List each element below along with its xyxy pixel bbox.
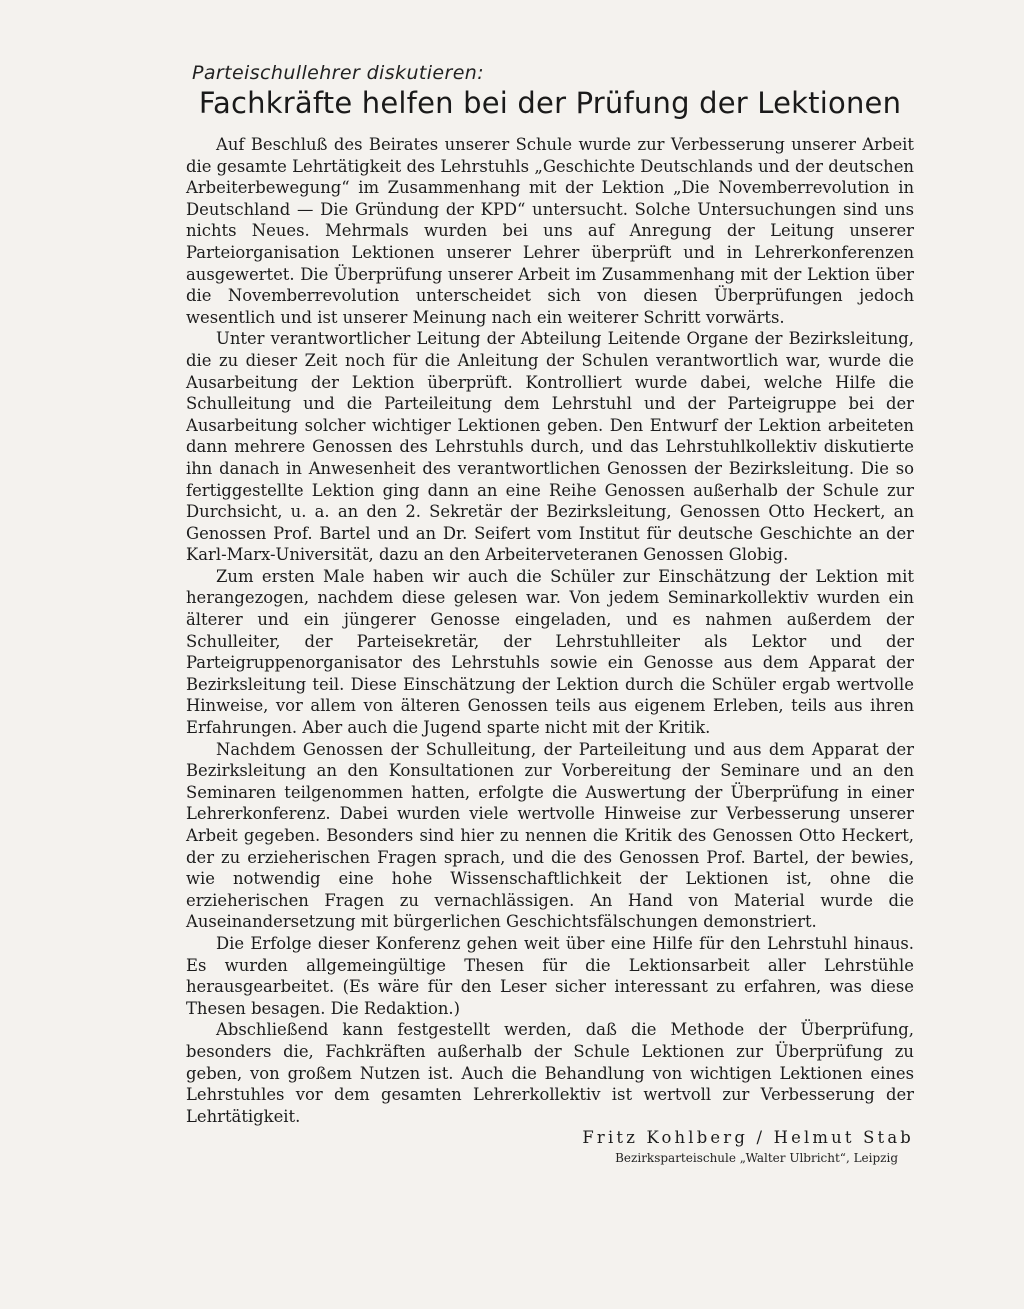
article-kicker: Parteischullehrer diskutieren: bbox=[192, 62, 485, 84]
article-authors: Fritz Kohlberg / Helmut Stab bbox=[582, 1128, 914, 1148]
author-affiliation: Bezirksparteischule „Walter Ulbricht“, Leipzig bbox=[615, 1151, 898, 1166]
article-headline: Fachkräfte helfen bei der Prüfung der Lektionen bbox=[198, 86, 902, 120]
article-body bbox=[186, 134, 914, 1127]
paragraph-4: Nachdem Genossen der Schulleitung, der Parteileitung und aus dem Apparat der Bezirksleitung an den Konsultationen zur Vorbereitung der Seminare und an den Seminaren teilgenommen hatten, erfolgte die Auswertung der Überprüfung in einer Lehrerkonferenz. Dabei wurden viele wertvolle Hinweise zur Verbesserung unserer Arbeit gegeben. Besonders sind hier zu nennen die Kritik des Genossen Otto Heckert, der zu erzieherischen Fragen sprach, und die des Genossen Prof. Bartel, der bewies, wie notwendig eine hohe Wissenschaftlichkeit der Lektionen ist, ohne die erzieherischen Fragen zu vernachlässigen. An Hand von Material wurde die Auseinandersetzung mit bürgerlichen Geschichtsfälschungen demonstriert. bbox=[186, 739, 914, 932]
paragraph-5: Die Erfolge dieser Konferenz gehen weit über eine Hilfe für den Lehrstuhl hinaus. Es wurden allgemeingültige Thesen für die Lektionsarbeit aller Lehrstühle herausgearbeitet. (Es wäre für den Leser sicher interessant zu erfahren, was diese Thesen besagen. Die Redaktion.) bbox=[186, 933, 914, 1018]
paragraph-6: Abschließend kann festgestellt werden, daß die Methode der Überprüfung, besonders die, Fachkräften außerhalb der Schule Lektionen zur Überprüfung zu geben, von großem Nutzen ist. Auch die Behandlung von wichtigen Lektionen eines Lehrstuhles vor dem gesamten Lehrerkollektiv ist wertvoll zur Verbesserung der Lehrtätigkeit. bbox=[186, 1020, 914, 1126]
paragraph-3: Zum ersten Male haben wir auch die Schüler zur Einschätzung der Lektion mit herangezogen, nachdem diese gelesen war. Von jedem Seminarkollektiv wurden ein älterer und ein jüngerer Genosse eingeladen, und es nahmen außerdem der Schulleiter, der Parteisekretär, der Lehrstuhlleiter als Lektor und der Parteigruppenorganisator des Lehrstuhls sowie ein Genosse aus dem Apparat der Bezirksleitung teil. Diese Einschätzung der Lektion durch die Schüler ergab wertvolle Hinweise, vor allem von älteren Genossen teils aus eigenem Erleben, teils aus ihren Erfahrungen. Aber auch die Jugend sparte nicht mit der Kritik. bbox=[186, 566, 914, 738]
article bbox=[186, 62, 914, 1165]
signature-row bbox=[186, 1127, 914, 1149]
paragraph-1: Auf Beschluß des Beirates unserer Schule wurde zur Verbesserung unserer Arbeit die gesamte Lehrtätigkeit des Lehrstuhls „Geschichte Deutschlands und der deutschen Arbeiterbewegung“ im Zusammenhang mit der Lektion „Die Novemberrevolution in Deutschland — Die Gründung der KPD“ untersucht. Solche Untersuchungen sind uns nichts Neues. Mehrmals wurden bei uns auf Anregung der Leitung unserer Parteiorganisation Lektionen unserer Lehrer überprüft und in Lehrerkonferenzen ausgewertet. Die Überprüfung unserer Arbeit im Zusammenhang mit der Lektion über die Novemberrevolution unterscheidet sich von diesen Überprüfungen jedoch wesentlich und ist unserer Meinung nach ein weiterer Schritt vorwärts. bbox=[186, 135, 914, 327]
paragraph-2: Unter verantwortlicher Leitung der Abteilung Leitende Organe der Bezirksleitung, die zu dieser Zeit noch für die Anleitung der Schulen verantwortlich war, wurde die Ausarbeitung der Lektion überprüft. Kontrolliert wurde dabei, welche Hilfe die Schulleitung und die Parteileitung dem Lehrstuhl und der Parteigruppe bei der Ausarbeitung solcher wichtiger Lektionen geben. Den Entwurf der Lektion arbeiteten dann mehrere Genossen des Lehrstuhls durch, und das Lehrstuhlkollektiv diskutierte ihn danach in Anwesenheit des verantwortlichen Genossen der Bezirksleitung. Die so fertiggestellte Lektion ging dann an eine Reihe Genossen außerhalb der Schule zur Durchsicht, u. a. an den 2. Sekretär der Bezirksleitung, Genossen Otto Heckert, an Genossen Prof. Bartel und an Dr. Seifert vom Institut für deutsche Geschichte an der Karl-Marx-Universität, dazu an den Arbeiterveteranen Genossen Globig. bbox=[186, 329, 914, 565]
